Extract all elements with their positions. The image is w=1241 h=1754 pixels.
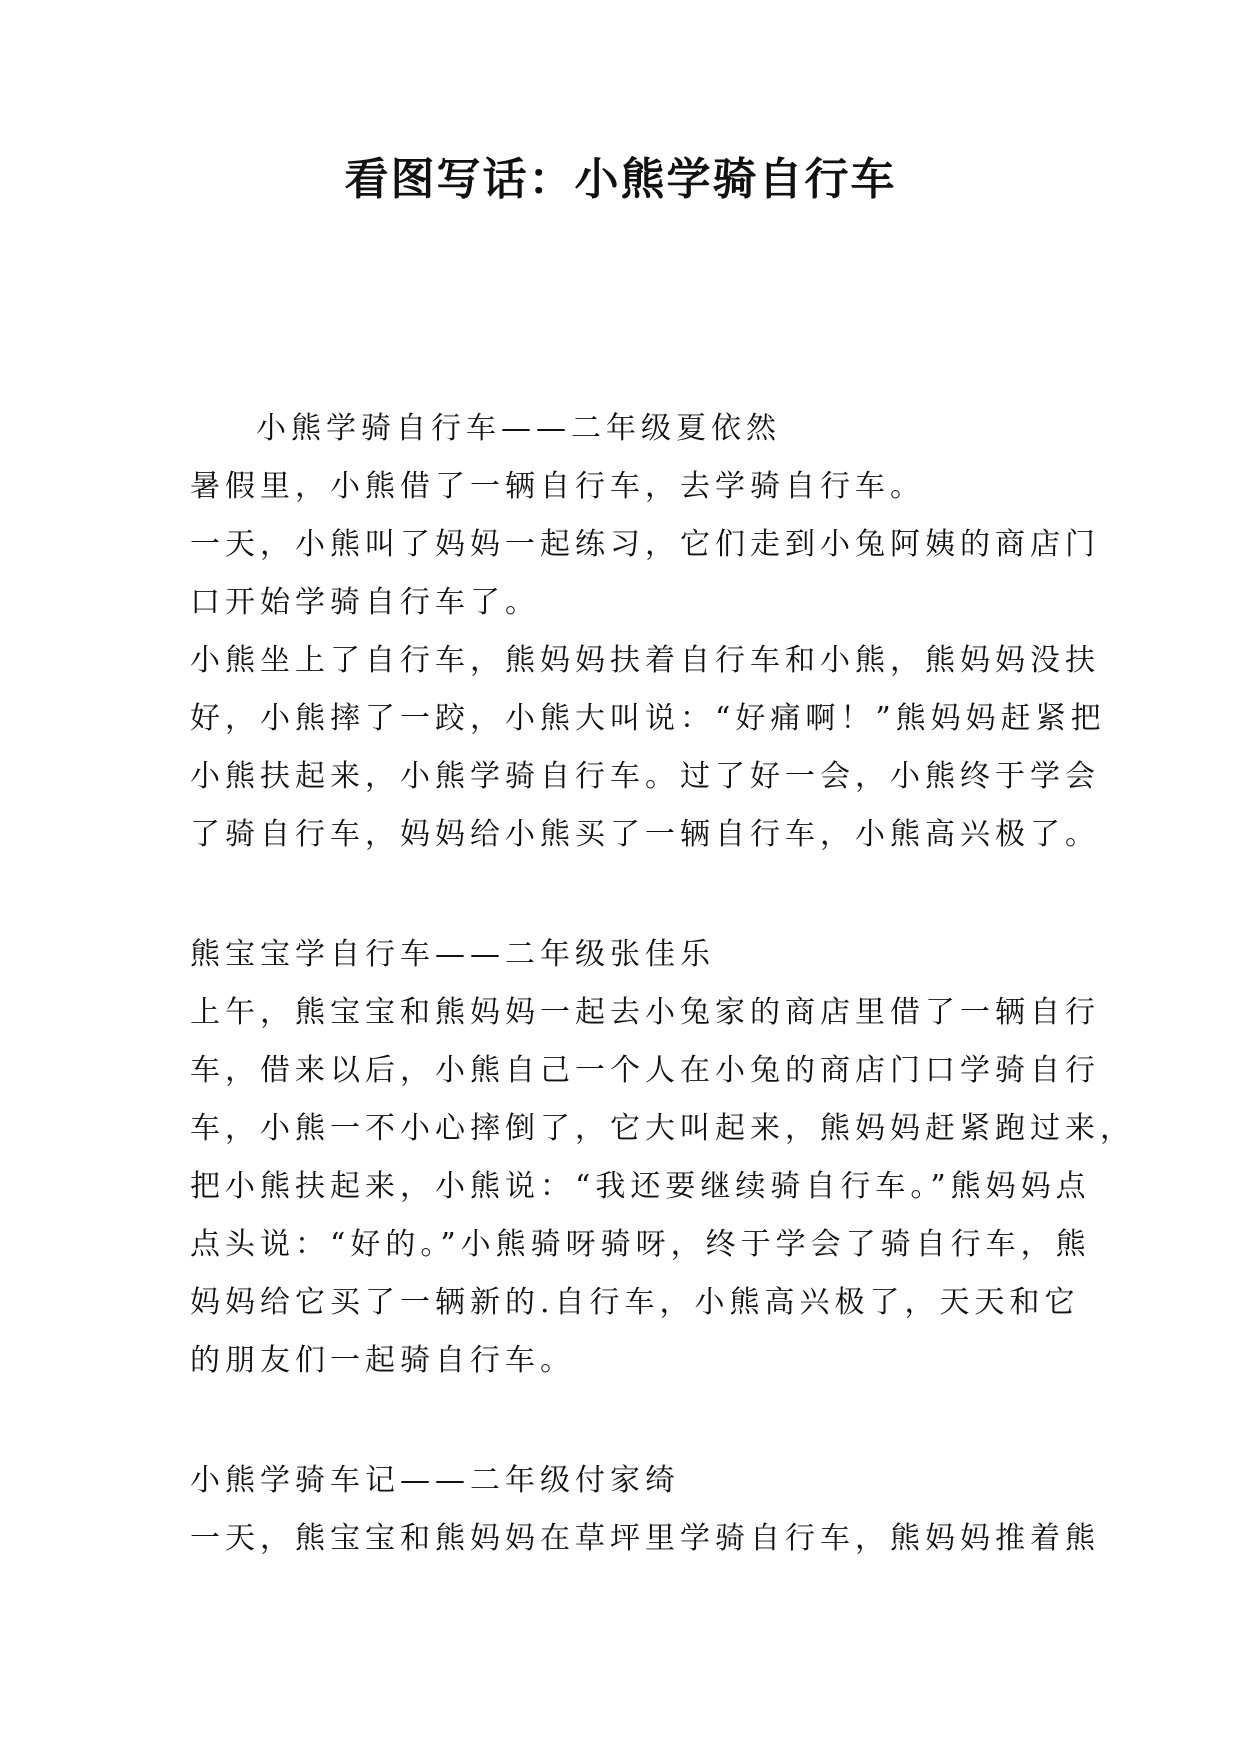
essay-line: 点头说：“好的。”小熊骑呀骑呀，终于学会了骑自行车，熊 (190, 1227, 1091, 1262)
essay-heading: 小熊学骑自行车——二年级夏依然 (256, 411, 781, 446)
essay-line: 一天，熊宝宝和熊妈妈在草坪里学骑自行车，熊妈妈推着熊 (190, 1521, 1100, 1556)
essay-line: 了骑自行车，妈妈给小熊买了一辆自行车，小熊高兴极了。 (190, 817, 1100, 852)
essay-line: 小熊坐上了自行车，熊妈妈扶着自行车和小熊，熊妈妈没扶 (190, 643, 1100, 678)
essay-line: 车，借来以后，小熊自己一个人在小兔的商店门口学骑自行 (190, 1053, 1100, 1088)
essay-line: 好，小熊摔了一跤，小熊大叫说：“好痛啊！”熊妈妈赶紧把 (190, 701, 1106, 736)
essay-line: 的朋友们一起骑自行车。 (190, 1343, 575, 1378)
essay-line: 口开始学骑自行车了。 (190, 585, 540, 620)
paragraph-gap (190, 1390, 1090, 1452)
essay-line: 一天，小熊叫了妈妈一起练习，它们走到小兔阿姨的商店门 (190, 527, 1100, 562)
essay-line: 上午，熊宝宝和熊妈妈一起去小兔家的商店里借了一辆自行 (190, 995, 1100, 1030)
essay-line: 妈妈给它买了一辆新的.自行车，小熊高兴极了，天天和它 (190, 1285, 1080, 1320)
document-body (190, 400, 1135, 1568)
essay-line: 把小熊扶起来，小熊说：“我还要继续骑自行车。”熊妈妈点 (190, 1169, 1091, 1204)
essay-3 (190, 1452, 1100, 1568)
essay-line: 暑假里，小熊借了一辆自行车，去学骑自行车。 (190, 469, 925, 504)
essay-line: 小熊扶起来，小熊学骑自行车。过了好一会，小熊终于学会 (190, 759, 1100, 794)
document-title: 看图写话：小熊学骑自行车 (344, 154, 897, 205)
essay-heading: 小熊学骑车记——二年级付家绮 (190, 1463, 680, 1498)
essay-1 (190, 400, 1106, 864)
essay-line: 车，小熊一不小心摔倒了，它大叫起来，熊妈妈赶紧跑过来， (190, 1111, 1135, 1146)
paragraph-gap (190, 864, 1090, 926)
essay-heading: 熊宝宝学自行车——二年级张佳乐 (190, 937, 715, 972)
essay-2 (190, 926, 1135, 1390)
